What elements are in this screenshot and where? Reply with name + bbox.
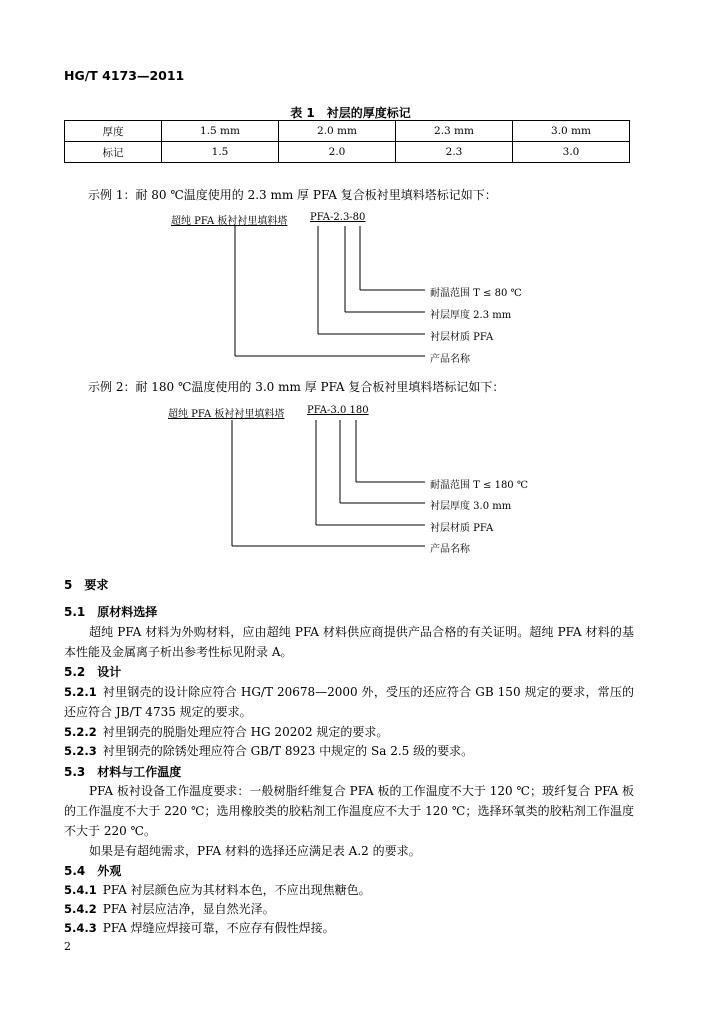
section-title: 要求 <box>84 578 109 592</box>
paragraph-5-1: 超纯 PFA 材料为外购材料，应由超纯 PFA 材料供应商提供产品合格的有关证明。超纯 PFA 材料的基本性能及金属离子析出参考性标见附录 A。 <box>64 625 634 659</box>
section-number: 5.4 <box>64 864 86 878</box>
clause-5-2-1 <box>64 682 634 722</box>
section-5-heading <box>64 576 108 593</box>
example-2-code: PFA-3.0 180 <box>307 405 369 416</box>
example-2-label: 衬层厚度 3.0 mm <box>430 501 512 512</box>
example-2-product: 超纯 PFA 板衬衬里填料塔 <box>168 409 285 420</box>
example-1-label: 产品名称 <box>430 354 470 365</box>
table-cell: 2.3 <box>396 142 513 163</box>
example-1-text: 示例 1：耐 80 ℃温度使用的 2.3 mm 厚 PFA 复合板衬里填料塔标记如下： <box>88 188 497 202</box>
section-title: 设计 <box>97 665 122 679</box>
example-1-code: PFA-2.3-80 <box>310 212 366 223</box>
section-title: 原材料选择 <box>97 605 158 619</box>
clause-number: 5.4.2 <box>64 902 97 916</box>
example-1-label: 衬层材质 PFA <box>430 332 494 343</box>
section-title: 材料与工作温度 <box>97 765 182 779</box>
table-cell: 2.3 mm <box>396 121 513 142</box>
example-1-label: 衬层厚度 2.3 mm <box>430 310 512 321</box>
example-2-label: 衬层材质 PFA <box>430 523 494 534</box>
clause-number: 5.4.1 <box>64 883 97 897</box>
section-5-3-heading <box>64 763 181 780</box>
clause-text: PFA 衬层应洁净，显自然光泽。 <box>102 902 275 916</box>
clause-text: 衬里钢壳的设计除应符合 HG/T 20678—2000 外，受压的还应符合 GB 150 规定的要求，常压的还应符合 JB/T 4735 规定的要求。 <box>64 685 634 719</box>
clause-number: 5.2.2 <box>64 725 97 739</box>
clause-5-4-2 <box>64 899 634 919</box>
clause-5-2-3 <box>64 741 634 761</box>
table-cell: 1.5 <box>162 142 279 163</box>
clause-5-4-1 <box>64 880 634 900</box>
table-cell: 2.0 mm <box>279 121 396 142</box>
clause-number: 5.4.3 <box>64 921 97 935</box>
page-number: 2 <box>64 940 71 953</box>
row-label: 标记 <box>65 142 162 163</box>
clause-text: PFA 焊缝应焊接可靠，不应存有假性焊接。 <box>102 921 335 935</box>
table-cell: 3.0 mm <box>513 121 630 142</box>
table-cell: 3.0 <box>513 142 630 163</box>
clause-text: PFA 衬层颜色应为其材料本色，不应出现焦糖色。 <box>102 883 371 897</box>
example-1-label: 耐温范围 T ≤ 80 ℃ <box>430 288 522 299</box>
section-number: 5.3 <box>64 765 86 779</box>
section-5-4-heading <box>64 862 121 879</box>
paragraph-5-3a: PFA 板衬设备工作温度要求：一般树脂纤维复合 PFA 板的工作温度不大于 120 ℃；玻纤复合 PFA 板的工作温度不大于 220 ℃；选用橡胶类的胶粘剂工作温度应不大于 120 ℃；选择环氧类的胶粘剂工作温度不大于 220 ℃。 <box>64 784 634 838</box>
example-2-text: 示例 2：耐 180 ℃温度使用的 3.0 mm 厚 PFA 复合板衬里填料塔标记如下： <box>88 380 505 394</box>
section-5-2-heading <box>64 663 121 680</box>
clause-text: 衬里钢壳的脱脂处理应符合 HG 20202 规定的要求。 <box>102 725 389 739</box>
example-2-label: 耐温范围 T ≤ 180 ℃ <box>430 480 529 491</box>
clause-number: 5.2.1 <box>64 685 97 699</box>
clause-text: 衬里钢壳的除锈处理应符合 GB/T 8923 中规定的 Sa 2.5 级的要求。 <box>102 744 474 758</box>
section-number: 5.1 <box>64 605 86 619</box>
section-number: 5 <box>64 578 73 592</box>
example-2-label: 产品名称 <box>430 544 470 555</box>
paragraph-5-3b: 如果是有超纯需求，PFA 材料的选择还应满足表 A.2 的要求。 <box>89 844 421 858</box>
section-number: 5.2 <box>64 665 86 679</box>
clause-5-4-3 <box>64 918 634 938</box>
section-5-1-heading <box>64 603 157 620</box>
table-title: 表 1 衬层的厚度标记 <box>290 106 411 120</box>
standard-header: HG/T 4173—2011 <box>64 68 185 83</box>
example-1-product: 超纯 PFA 板衬衬里填料塔 <box>171 216 288 227</box>
clause-5-2-2 <box>64 722 634 742</box>
section-title: 外观 <box>97 864 122 878</box>
table-cell: 2.0 <box>279 142 396 163</box>
row-label: 厚度 <box>65 121 162 142</box>
table-cell: 1.5 mm <box>162 121 279 142</box>
clause-number: 5.2.3 <box>64 744 97 758</box>
